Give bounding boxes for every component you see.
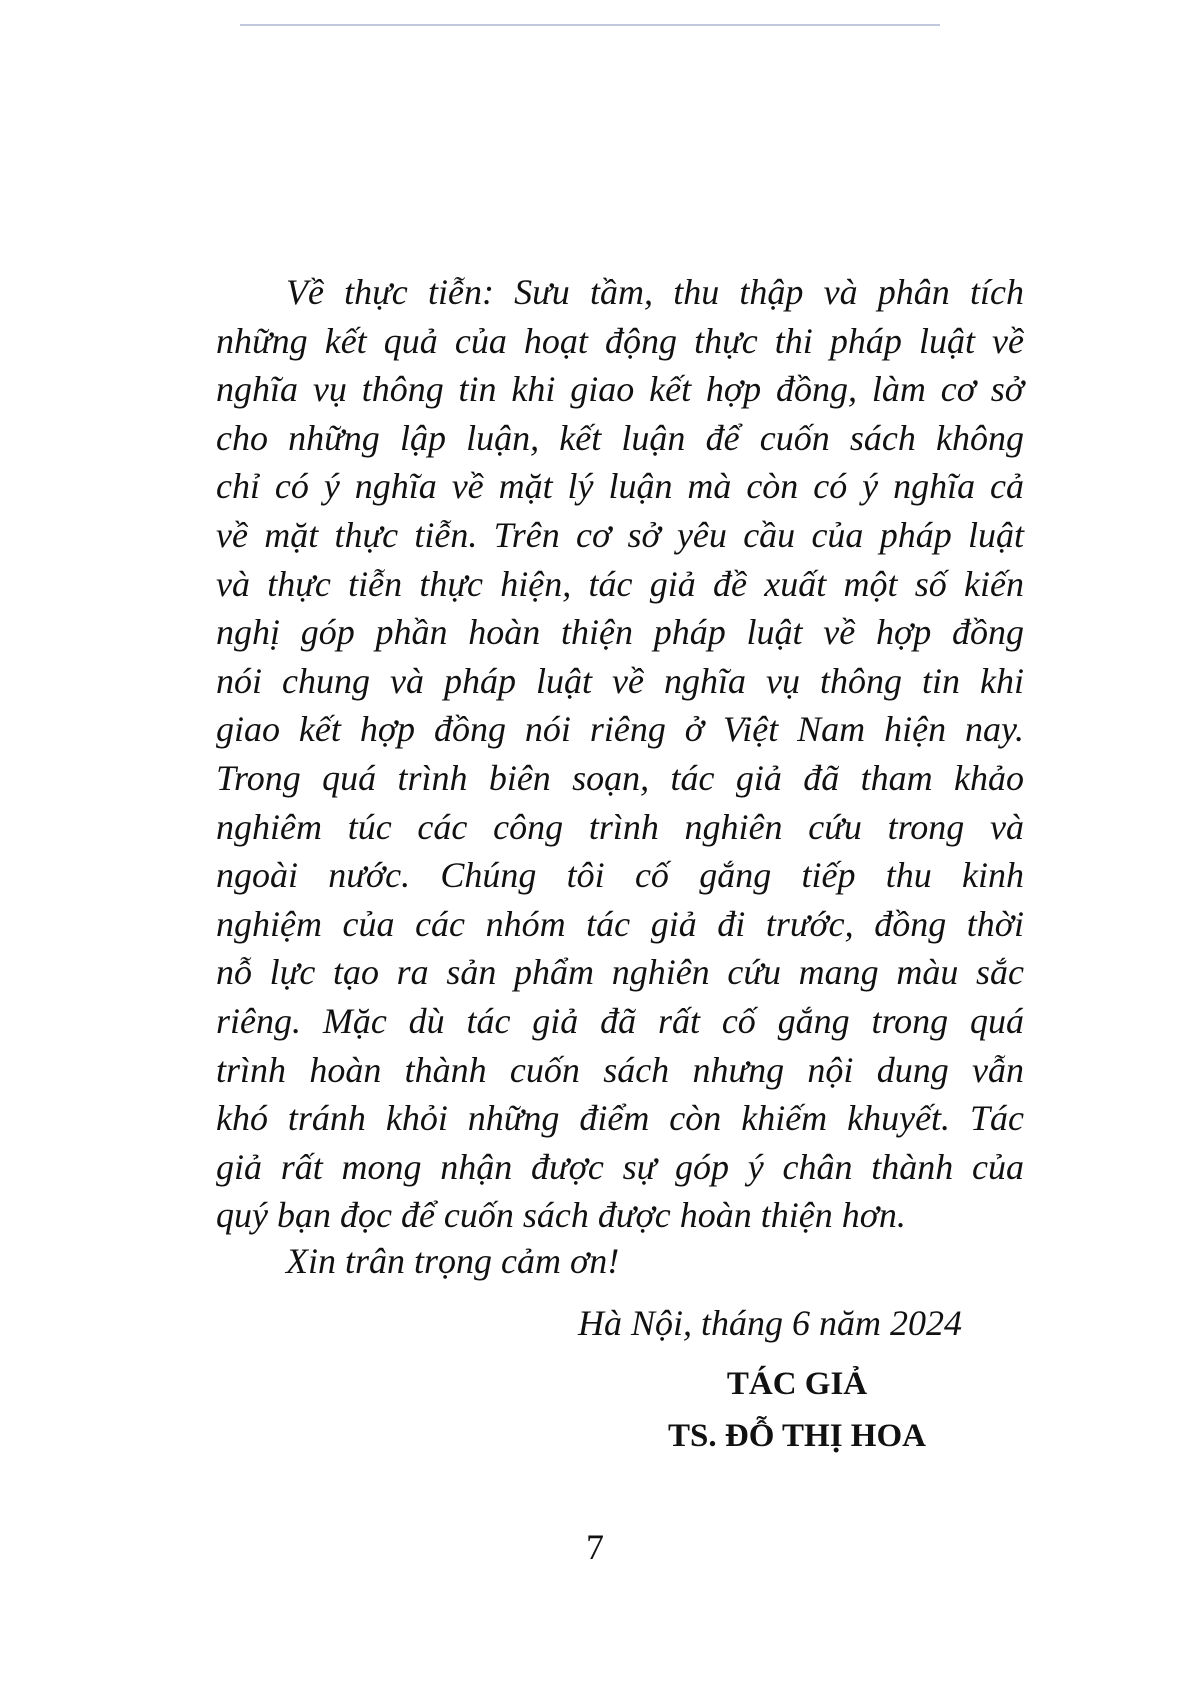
paragraph-line: quý bạn đọc để cuốn sách được hoàn thiện hơn. — [216, 1195, 906, 1236]
author-name: TS. ĐỖ THỊ HOA — [668, 1418, 926, 1454]
paragraph-line: và thực tiễn thực hiện, tác giả đề xuất một số kiến — [216, 563, 1024, 604]
paragraph-line: chỉ có ý nghĩa về mặt lý luận mà còn có ý nghĩa cả — [216, 466, 1024, 507]
paragraph-line: giả rất mong nhận được sự góp ý chân thành của — [216, 1146, 1024, 1187]
paragraph-line: những kết quả của hoạt động thực thi pháp luật về — [216, 320, 1024, 361]
paragraph-line: Về thực tiễn: Sưu tầm, thu thập và phân tích — [286, 272, 1024, 312]
paragraph-line: khó tránh khỏi những điểm còn khiếm khuyết. Tác — [216, 1098, 1024, 1139]
closing-thanks: Xin trân trọng cảm ơn! — [286, 1241, 620, 1281]
body-paragraph — [216, 268, 1024, 1240]
paragraph-line: nỗ lực tạo ra sản phẩm nghiên cứu mang màu sắc — [216, 952, 1024, 993]
place-date: Hà Nội, tháng 6 năm 2024 — [578, 1303, 963, 1343]
paragraph-line: Trong quá trình biên soạn, tác giả đã tham khảo — [216, 757, 1024, 798]
paragraph-line: ngoài nước. Chúng tôi cố gắng tiếp thu kinh — [216, 855, 1024, 896]
paragraph-line: nghiêm túc các công trình nghiên cứu trong và — [216, 806, 1024, 847]
paragraph-line: riêng. Mặc dù tác giả đã rất cố gắng trong quá — [216, 1000, 1024, 1041]
paragraph-line: nghị góp phần hoàn thiện pháp luật về hợp đồng — [216, 612, 1024, 653]
paragraph-line: nói chung và pháp luật về nghĩa vụ thông tin khi — [216, 660, 1024, 701]
paragraph-line: nghĩa vụ thông tin khi giao kết hợp đồng, làm cơ sở — [216, 369, 1024, 410]
paragraph-line: nghiệm của các nhóm tác giả đi trước, đồng thời — [216, 903, 1024, 944]
paragraph-line: trình hoàn thành cuốn sách nhưng nội dung vẫn — [216, 1049, 1024, 1090]
paragraph-line: cho những lập luận, kết luận để cuốn sách không — [216, 417, 1024, 458]
page-number: 7 — [586, 1527, 604, 1567]
paragraph-line: về mặt thực tiễn. Trên cơ sở yêu cầu của pháp luật — [216, 514, 1024, 555]
paragraph-line: giao kết hợp đồng nói riêng ở Việt Nam hiện nay. — [216, 709, 1024, 750]
top-edge-rule — [240, 24, 940, 26]
author-role: TÁC GIẢ — [726, 1366, 868, 1402]
